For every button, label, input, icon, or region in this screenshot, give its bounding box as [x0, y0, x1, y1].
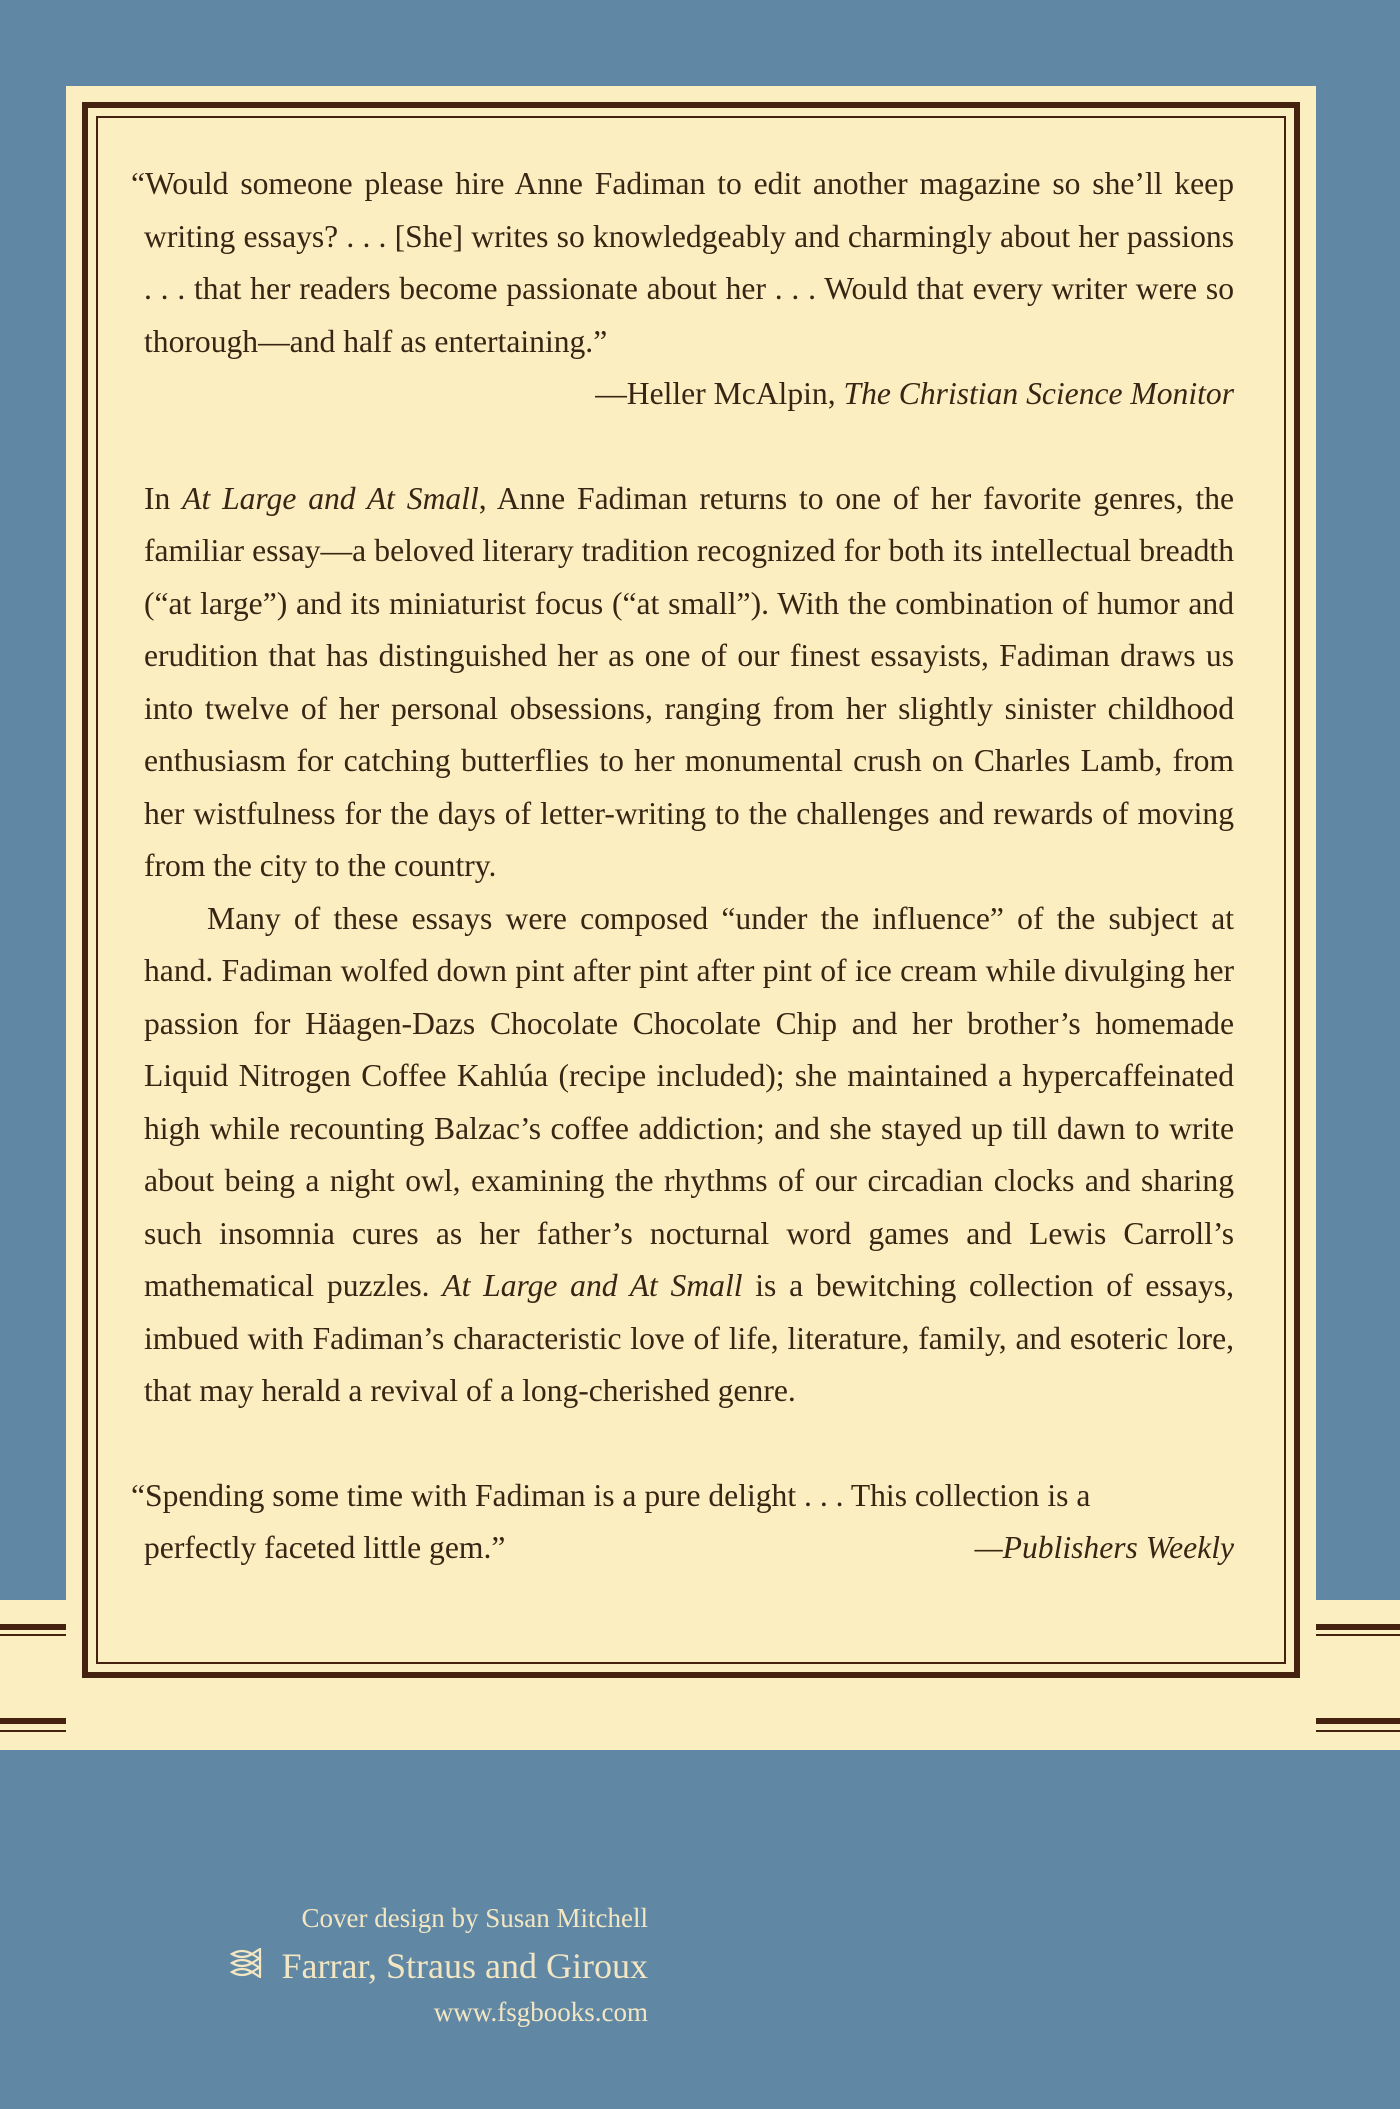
cover-design-credit: Cover design by Susan Mitchell: [301, 1903, 648, 1933]
publisher-line: [200, 1938, 648, 1994]
book-title-mention: At Large and At Small: [182, 480, 479, 516]
publisher-name: Farrar, Straus and Giroux: [281, 1946, 648, 1986]
description-paragraph-1: [144, 473, 1234, 893]
review-quote-bottom-last-line: [144, 1522, 1234, 1575]
publisher-website: www.fsgbooks.com: [433, 1997, 648, 2027]
description-paragraph-2: [144, 893, 1234, 1418]
review-quote-top-text: “Would someone please hire Anne Fadiman to edit another magazine so she’ll keep writing essays? . . . [She] writes so knowledgeably and charmingly about her passions . . . that her readers become passionate about her . . . Would that every writer were so thorough—and half as entertaining.”: [131, 166, 1234, 359]
review-quote-bottom-line-1: “Spending some time with Fadiman is a pure delight . . . This collection is a: [131, 1477, 1091, 1513]
back-cover-copy: [131, 158, 1235, 1575]
p1-lead: In: [144, 480, 183, 516]
fsg-fish-logo-icon: [230, 1938, 270, 1994]
review-quote-bottom-line-2: perfectly faceted little gem.”: [144, 1530, 506, 1565]
p2-rest: is a bewitching collection of essays, imbued with Fadiman’s characteristic love of life, literature, family, and esoteric lore, that may herald a revival of a long-cherished genre.: [144, 1268, 1234, 1408]
review-source: The Christian Science Monitor: [843, 376, 1234, 411]
p2-text: Many of these essays were composed “under the influence” of the subject at hand. Fadiman wolfed down pint after pint after pint of ice cream while divulging her passion for Häagen-Dazs Chocolate Chocolate Chip and her brother’s homemade Liquid Nitrogen Coffee Kahlúa (recipe included); she maintained a hypercaffeinated high while recounting Balzac’s coffee addiction; and she stayed up till dawn to write about being a night owl, examining the rhythms of our circadian clocks and sharing such insomnia cures as her father’s nocturnal word games and Lewis Carroll’s mathematical puzzles.: [144, 900, 1234, 1303]
credits-block: [200, 1898, 648, 2030]
book-title-mention: At Large and At Small: [442, 1268, 743, 1303]
p1-rest: , Anne Fadiman returns to one of her favorite genres, the familiar essay—a beloved literary tradition recognized for both its intellectual breadth (“at large”) and its miniaturist focus (“at small”). With the combination of humor and erudition that has distinguished her as one of our finest essayists, Fadiman draws us into twelve of her personal obsessions, ranging from her slightly sinister childhood enthusiasm for catching butterflies to her monumental crush on Charles Lamb, from her wistfulness for the days of letter-writing to the challenges and rewards of moving from the city to the country.: [144, 480, 1235, 883]
review-quote-top: [131, 158, 1234, 368]
review-quote-bottom: [131, 1470, 1234, 1523]
review-attribution-top: [144, 368, 1234, 421]
review-attribution-bottom: —Publishers Weekly: [974, 1530, 1234, 1565]
reviewer-name: —Heller McAlpin,: [595, 376, 844, 411]
